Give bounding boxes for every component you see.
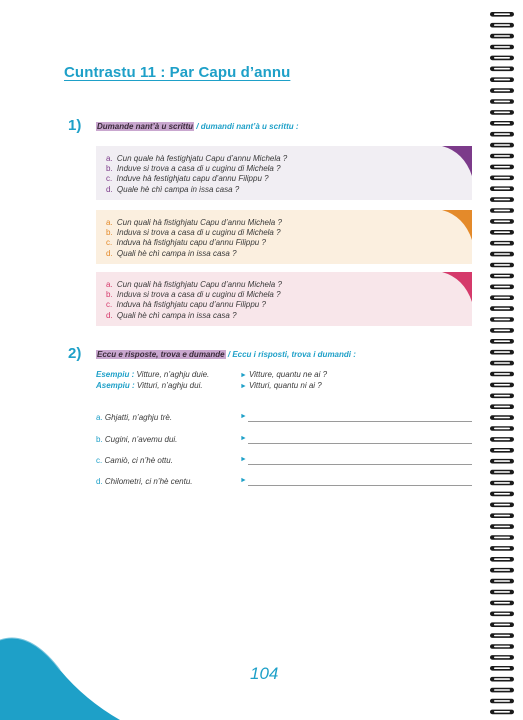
spiral-ring	[490, 274, 514, 279]
list-item: b. Induve si trova a casa di u cuginu di Michela ?	[106, 164, 281, 174]
example-1-answer: ► Vitture, quantu ne ai ?	[240, 370, 328, 379]
list-item: d. Quali hè chì campa in issa casa ?	[106, 248, 237, 258]
arrow-right-icon: ►	[240, 477, 247, 484]
corner-decoration	[432, 272, 472, 312]
spiral-ring	[490, 535, 514, 540]
spiral-ring	[490, 350, 514, 355]
arrow-right-icon: ►	[240, 383, 247, 390]
spiral-ring	[490, 241, 514, 246]
spiral-ring	[490, 121, 514, 126]
corner-decoration	[432, 210, 472, 250]
example-1: Esempiu : Vitture, n’aghju duie.	[96, 370, 210, 379]
spiral-ring	[490, 56, 514, 61]
spiral-ring	[490, 23, 514, 28]
spiral-ring	[490, 154, 514, 159]
question-b: b. Cugini, n’avemu dui.	[96, 435, 178, 444]
spiral-ring	[490, 295, 514, 300]
spiral-ring	[490, 372, 514, 377]
spiral-ring	[490, 132, 514, 137]
arrow-right-icon: ►	[240, 413, 247, 420]
question-box-3	[96, 272, 472, 326]
list-item: a. Cun quali hà fistighjatu Capu d’annu Michela ?	[106, 280, 282, 289]
section-1-heading-text: Dumande nant’à u scrittu	[97, 122, 194, 131]
list-item: a. Cun quale hà festighjatu Capu d’annu Michela ?	[106, 154, 288, 163]
question-box-1	[96, 146, 472, 200]
spiral-ring	[490, 492, 514, 497]
section-1-heading-translation: dumandi nant’à u scrittu :	[200, 122, 299, 131]
spiral-ring	[490, 328, 514, 333]
spiral-ring	[490, 546, 514, 551]
question-box-2	[96, 210, 472, 264]
spiral-ring	[490, 306, 514, 311]
page-title: Cuntrastu 11 : Par Capu d’annu	[64, 64, 291, 81]
section-2-heading-translation: Eccu i risposti, trova i dumandi :	[232, 350, 356, 359]
spiral-ring	[490, 77, 514, 82]
question-d: d. Chilometri, ci n’hè centu.	[96, 477, 193, 486]
list-item: b. Induva si trova a casa di u cuginu di Michela ?	[106, 290, 281, 300]
list-item: c. Induva hà fistighjatu capu d’annu Filippu ?	[106, 300, 266, 310]
spiral-ring	[490, 459, 514, 464]
question-list	[106, 280, 282, 321]
answer-line-d[interactable]	[240, 477, 472, 487]
section-2-heading	[96, 350, 356, 359]
spiral-ring	[490, 666, 514, 671]
spiral-ring	[490, 67, 514, 72]
section-1-number: 1)	[68, 117, 82, 134]
spiral-ring	[490, 590, 514, 595]
arrow-right-icon: ►	[240, 435, 247, 442]
answer-line-b[interactable]	[240, 435, 472, 445]
spiral-ring	[490, 437, 514, 442]
section-2-separator: /	[227, 350, 231, 359]
spiral-ring	[490, 197, 514, 202]
spiral-ring	[490, 513, 514, 518]
example-2: Asempiu : Vitturi, n’aghju dui.	[96, 381, 203, 390]
page-number: 104	[250, 664, 279, 683]
question-c: c. Camiò, ci n’hè ottu.	[96, 456, 173, 465]
spiral-ring	[490, 622, 514, 627]
spiral-ring	[490, 176, 514, 181]
question-a: a. Ghjatti, n’aghju trè.	[96, 413, 173, 422]
spiral-ring	[490, 186, 514, 191]
answer-line-c[interactable]	[240, 456, 472, 466]
spiral-ring	[490, 143, 514, 148]
spiral-ring	[490, 644, 514, 649]
spiral-ring	[490, 688, 514, 693]
spiral-ring	[490, 426, 514, 431]
spiral-ring	[490, 219, 514, 224]
spiral-ring	[490, 699, 514, 704]
spiral-binding	[487, 6, 517, 716]
arrow-right-icon: ►	[240, 456, 247, 463]
spiral-ring	[490, 677, 514, 682]
spiral-ring	[490, 263, 514, 268]
spiral-ring	[490, 34, 514, 39]
question-list	[106, 218, 282, 259]
spiral-ring	[490, 404, 514, 409]
spiral-ring	[490, 470, 514, 475]
list-item: a. Cun quali hà fistighjatu Capu d’annu Michela ?	[106, 218, 282, 227]
spiral-ring	[490, 165, 514, 170]
spiral-ring	[490, 415, 514, 420]
spiral-ring	[490, 655, 514, 660]
list-item: c. Induve hà festighjatu capu d’annu Filippu ?	[106, 174, 269, 184]
spiral-ring	[490, 361, 514, 366]
spiral-ring	[490, 633, 514, 638]
spiral-ring	[490, 317, 514, 322]
spiral-ring	[490, 208, 514, 213]
spiral-ring	[490, 45, 514, 50]
question-list	[106, 154, 287, 195]
spiral-ring	[490, 601, 514, 606]
answer-line-a[interactable]	[240, 413, 472, 423]
spiral-ring	[490, 568, 514, 573]
spiral-ring	[490, 612, 514, 617]
section-2-number: 2)	[68, 345, 82, 362]
section-1-heading	[96, 122, 299, 131]
spiral-ring	[490, 110, 514, 115]
spiral-ring	[490, 285, 514, 290]
spiral-ring	[490, 448, 514, 453]
corner-triangle-decoration	[0, 610, 120, 720]
list-item: c. Induva hà fistighjatu capu d’annu Filippu ?	[106, 238, 266, 248]
list-item: b. Induva si trova a casa di u cuginu di Michela ?	[106, 228, 281, 238]
example-2-answer: ► Vitturi, quantu ni ai ?	[240, 381, 322, 390]
corner-decoration	[432, 146, 472, 186]
spiral-ring	[490, 579, 514, 584]
arrow-right-icon: ►	[240, 372, 247, 379]
section-2-heading-text: Eccu e risposte, trova e dumande	[97, 350, 225, 359]
spiral-ring	[490, 99, 514, 104]
spiral-ring	[490, 503, 514, 508]
spiral-ring	[490, 230, 514, 235]
list-item: d. Quali hè chì campa in issa casa ?	[106, 310, 237, 320]
spiral-ring	[490, 383, 514, 388]
spiral-ring	[490, 12, 514, 17]
spiral-ring	[490, 557, 514, 562]
spiral-ring	[490, 252, 514, 257]
section-1-separator: /	[196, 122, 199, 131]
spiral-ring	[490, 481, 514, 486]
spiral-ring	[490, 394, 514, 399]
spiral-ring	[490, 88, 514, 93]
spiral-ring	[490, 710, 514, 715]
spiral-ring	[490, 339, 514, 344]
list-item: d. Quale hè chì campa in issa casa ?	[106, 184, 240, 194]
spiral-ring	[490, 524, 514, 529]
